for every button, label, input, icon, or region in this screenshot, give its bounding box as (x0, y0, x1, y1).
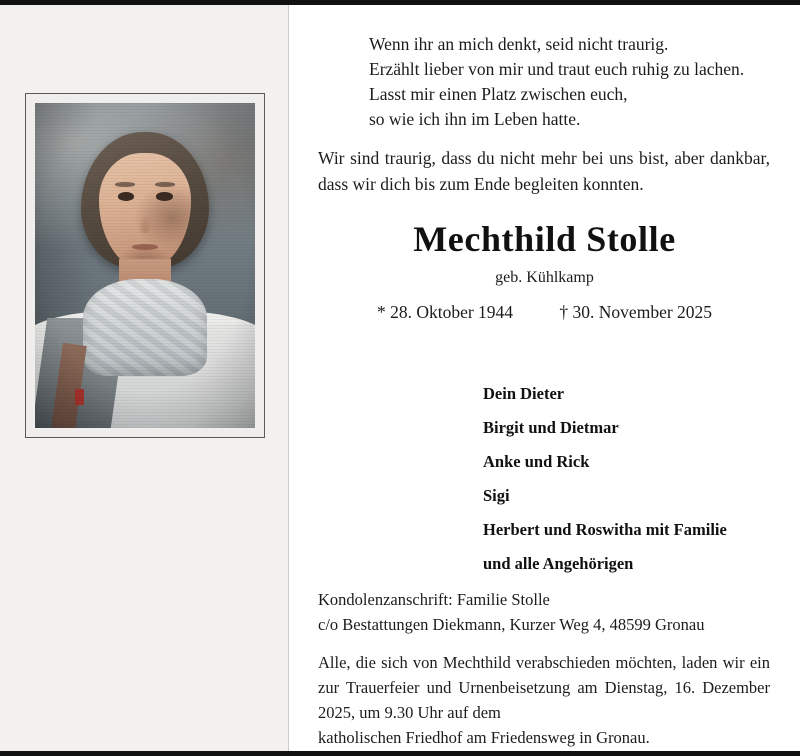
text-panel (289, 5, 800, 751)
life-dates (289, 302, 800, 323)
mourner-6: und alle Angehörigen (483, 554, 634, 573)
mourners-list (483, 377, 727, 581)
poem-line-1: Wenn ihr an mich denkt, seid nicht traurig. (369, 34, 669, 54)
death-date: † 30. November 2025 (559, 302, 713, 322)
photo-panel (0, 5, 289, 751)
photo-vignette (35, 103, 255, 428)
poem-line-3: Lasst mir einen Platz zwischen euch, (369, 84, 628, 104)
poem-line-2: Erzählt lieber von mir und traut euch ruhig zu lachen. (369, 59, 745, 79)
mourner-4: Sigi (483, 486, 510, 505)
poem-line-4: so wie ich ihn im Leben hatte. (369, 109, 581, 129)
mourner-2: Birgit und Dietmar (483, 418, 619, 437)
condolence-line-2: c/o Bestattungen Diekmann, Kurzer Weg 4, 48599 Gronau (318, 615, 705, 634)
funeral-last-line: katholischen Friedhof am Friedensweg in Gronau. (318, 728, 650, 747)
funeral-info (318, 650, 770, 750)
poem (369, 32, 744, 132)
deceased-name: Mechthild Stolle (413, 219, 676, 259)
funeral-text: Alle, die sich von Mechthild verabschieden möchten, laden wir ein zur Trauerfeier und Urnenbeisetzung am Dienstag, 16. Dezember 2025, um 9.30 Uhr auf dem (318, 653, 770, 722)
maiden-name: geb. Kühlkamp (495, 269, 594, 286)
condolence-line-1: Kondolenzanschrift: Familie Stolle (318, 590, 550, 609)
condolence-address (318, 587, 704, 637)
mourner-1: Dein Dieter (483, 384, 565, 403)
portrait-photo (35, 103, 255, 428)
photo-frame (25, 93, 265, 438)
mourner-3: Anke und Rick (483, 452, 590, 471)
birth-date: * 28. Oktober 1944 (376, 302, 514, 322)
intro-text: Wir sind traurig, dass du nicht mehr bei uns bist, aber dankbar, dass wir dich bis zum Ende begleiten konnten. (318, 148, 770, 194)
mourner-5: Herbert und Roswitha mit Familie (483, 520, 727, 539)
